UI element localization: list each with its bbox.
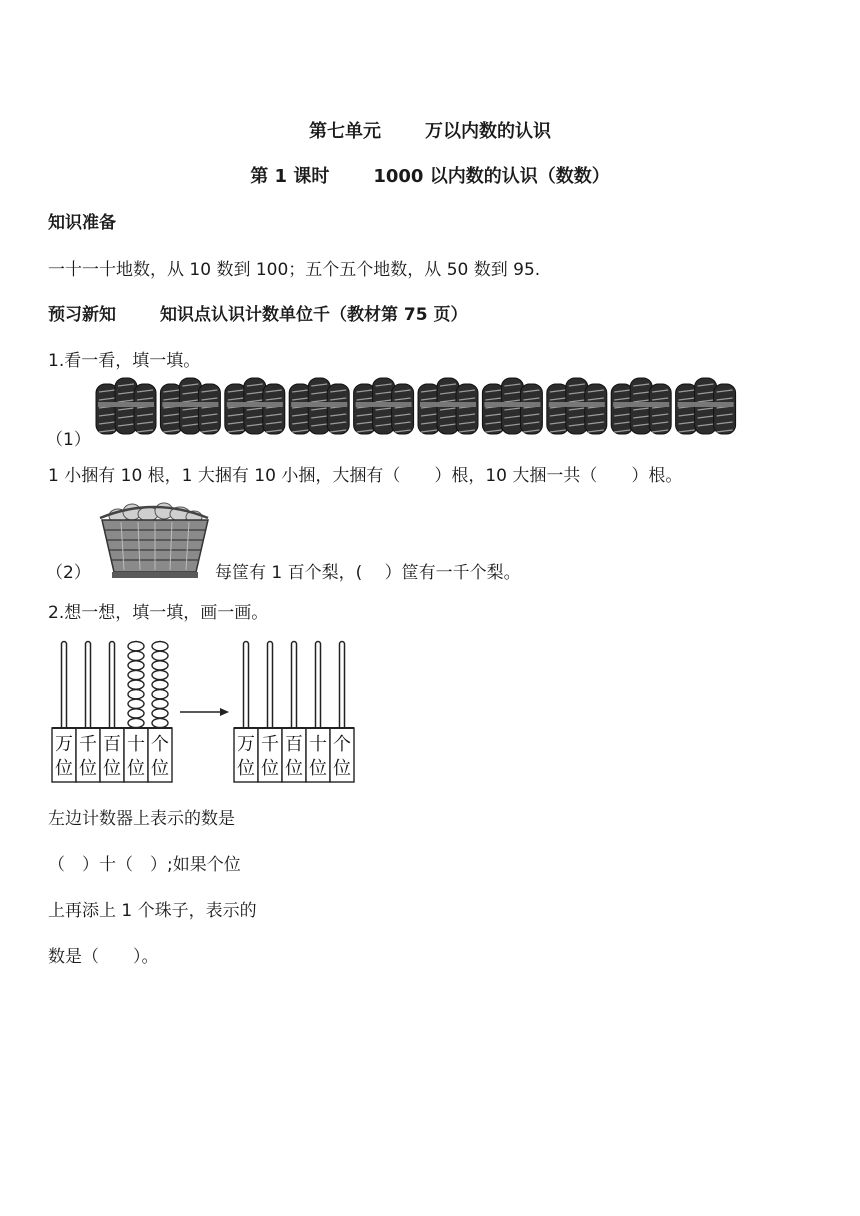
stick-bundle <box>96 378 156 434</box>
abacus-bead <box>152 670 168 679</box>
abacus-bead <box>128 642 144 651</box>
stick-bundle <box>418 378 478 434</box>
abacus-bead <box>152 709 168 718</box>
stick-bundle <box>160 378 220 434</box>
abacus-rod <box>340 642 345 729</box>
q2-prompt: 2.想一想，填一填，画一画。 <box>48 603 269 623</box>
stick-bundle <box>547 378 607 434</box>
place-label-top: 万 <box>55 734 73 755</box>
stick-bundle <box>611 378 671 434</box>
abacus-bead <box>152 699 168 708</box>
abacus-rod <box>292 642 297 729</box>
abacus-rod <box>128 642 144 729</box>
stick-bundle <box>482 378 542 434</box>
abacus-bead <box>152 718 168 727</box>
abacus-diagram <box>48 636 368 786</box>
abacus-bead <box>152 661 168 670</box>
q1-part1-text: 1 小捆有 10 根，1 大捆有 10 小捆，大捆有（ ）根，10 大捆一共（ ）根。 <box>48 466 683 486</box>
abacus-rod <box>110 642 115 729</box>
place-label-top: 十 <box>127 734 145 755</box>
place-label-top: 千 <box>79 734 97 755</box>
abacus-rod <box>86 642 91 729</box>
place-label-top: 个 <box>151 734 169 755</box>
abacus-bead <box>152 642 168 651</box>
lesson-title <box>0 162 860 188</box>
q2-line2: （ ）十（ ）;如果个位 <box>48 855 241 875</box>
stick-bundles-image <box>96 376 746 440</box>
place-label-top: 千 <box>261 734 279 755</box>
q1-prompt: 1.看一看，填一填。 <box>48 351 201 371</box>
place-label-bottom: 位 <box>333 758 351 779</box>
lesson-name: 1000 以内数的认识（数数） <box>373 166 610 187</box>
preview-label: 预习新知 <box>48 305 116 325</box>
place-label-top: 百 <box>285 734 303 755</box>
abacus-bead <box>128 699 144 708</box>
place-label-bottom: 位 <box>237 758 255 779</box>
place-label-bottom: 位 <box>309 758 327 779</box>
q1-part2-text: 每筐有 1 百个梨，( ）筐有一千个梨。 <box>215 563 521 583</box>
stick-bundle <box>289 378 349 434</box>
place-label-bottom: 位 <box>103 758 121 779</box>
abacus-rod <box>268 642 273 729</box>
place-label-top: 十 <box>309 734 327 755</box>
q2-line3: 上再添上 1 个珠子，表示的 <box>48 901 257 921</box>
abacus-rod <box>316 642 321 729</box>
place-label-bottom: 位 <box>127 758 145 779</box>
unit-name: 万以内数的认识 <box>425 121 551 142</box>
place-label-bottom: 位 <box>55 758 73 779</box>
abacus-rod <box>244 642 249 729</box>
abacus-bead <box>128 718 144 727</box>
prep-text: 一十一十地数，从 10 数到 100；五个五个地数，从 50 数到 95. <box>48 260 541 280</box>
q2-line1: 左边计数器上表示的数是 <box>48 809 235 829</box>
lesson-number: 第 1 课时 <box>250 166 330 187</box>
place-label-top: 百 <box>103 734 121 755</box>
q2-line4: 数是（ ）。 <box>48 947 159 967</box>
abacus-bead <box>128 690 144 699</box>
abacus-bead <box>128 709 144 718</box>
preview-topic: 知识点认识计数单位千（教材第 75 页） <box>160 305 468 325</box>
abacus-rod <box>62 642 67 729</box>
pear-basket-image <box>96 500 214 582</box>
abacus-bead <box>128 680 144 689</box>
abacus-bead <box>152 680 168 689</box>
arrow-right-icon <box>180 708 229 716</box>
stick-bundle <box>354 378 414 434</box>
unit-title <box>0 117 860 143</box>
abacus-right <box>234 642 354 783</box>
place-label-bottom: 位 <box>79 758 97 779</box>
prep-heading: 知识准备 <box>48 213 116 233</box>
abacus-bead <box>128 661 144 670</box>
stick-bundle <box>676 378 736 434</box>
abacus-bead <box>152 651 168 660</box>
stick-bundle <box>225 378 285 434</box>
place-label-bottom: 位 <box>285 758 303 779</box>
place-label-top: 个 <box>333 734 351 755</box>
preview-heading <box>48 300 468 325</box>
abacus-bead <box>152 690 168 699</box>
abacus-left <box>52 642 172 783</box>
abacus-bead <box>128 670 144 679</box>
place-label-bottom: 位 <box>261 758 279 779</box>
q1-part2-label: （2） <box>46 563 91 583</box>
abacus-rod <box>152 642 168 729</box>
place-label-bottom: 位 <box>151 758 169 779</box>
abacus-bead <box>128 651 144 660</box>
unit-number: 第七单元 <box>309 121 381 142</box>
q1-part1-label: （1） <box>46 430 91 450</box>
place-label-top: 万 <box>237 734 255 755</box>
